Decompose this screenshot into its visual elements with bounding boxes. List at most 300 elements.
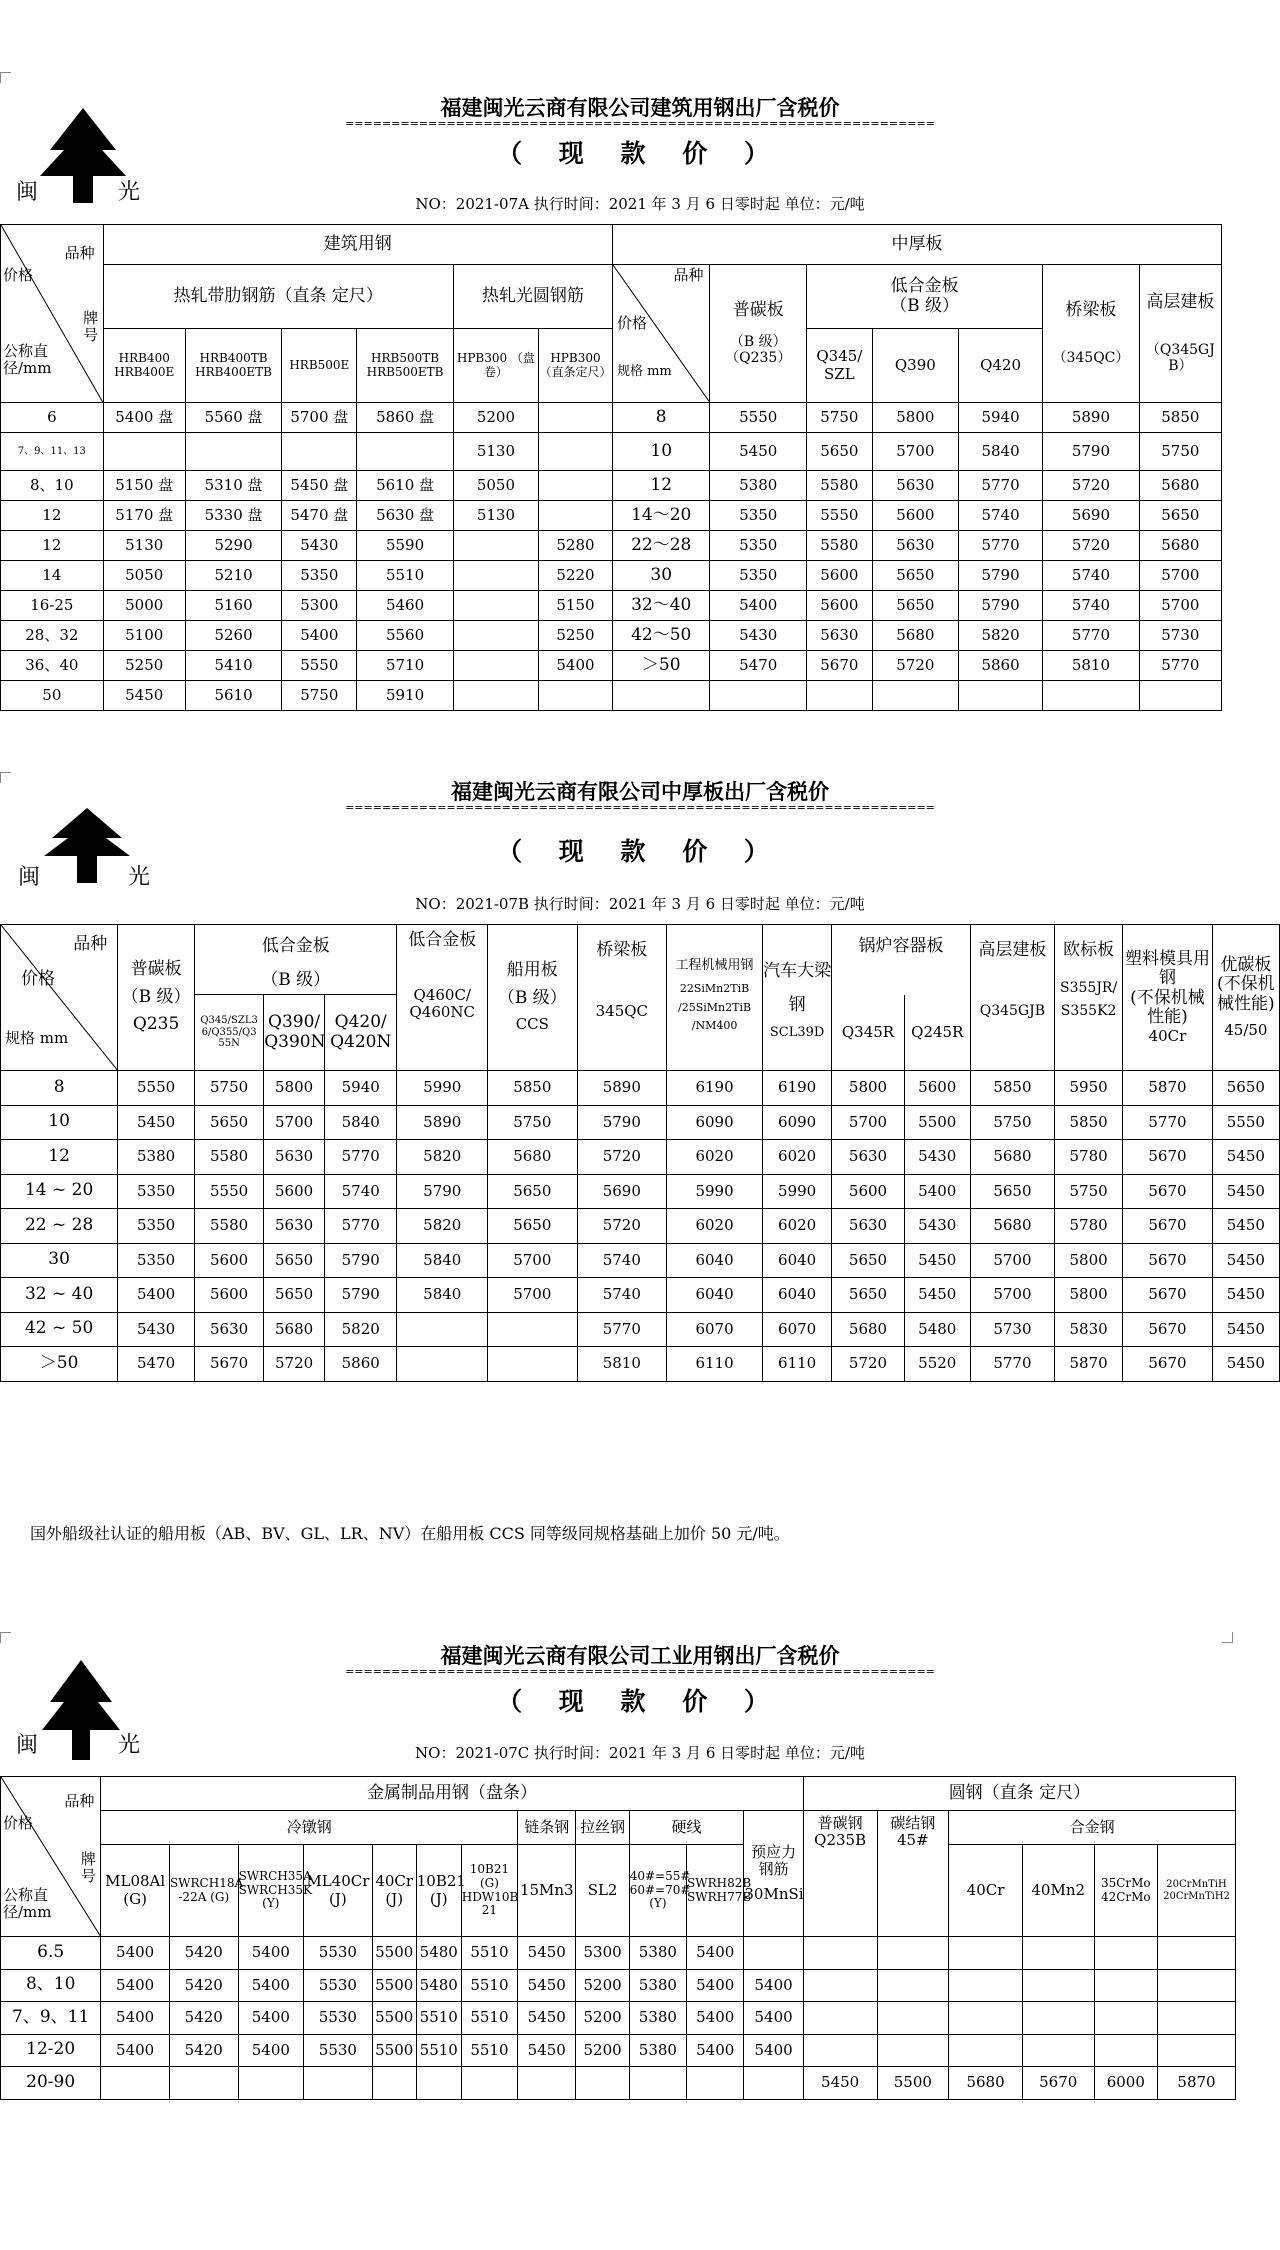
price-cell [397, 1312, 488, 1347]
price-cell: 5200 [576, 2002, 629, 2035]
price-cell: 5890 [397, 1105, 488, 1140]
prestressed-label: 预应力钢筋 [751, 1842, 797, 1878]
price-cell: 5800 [264, 1071, 325, 1106]
header-euro [1055, 925, 1123, 1071]
spec-cell: 32 ~ 40 [1, 1278, 118, 1313]
price-cell: 5450 [904, 1243, 970, 1278]
price-cell [539, 681, 613, 711]
sub-cold-heading: 冷镦钢 [101, 1811, 518, 1845]
corner-mark [0, 72, 11, 83]
price-cell: 5550 [807, 501, 873, 531]
price-cell: 5400 盘 [103, 403, 185, 433]
price-cell: 5680 [264, 1312, 325, 1347]
page-title: 福建闽光云商有限公司中厚板出厂含税价 [451, 780, 829, 804]
price-cell: 5800 [1055, 1243, 1123, 1278]
plain-sub: （B 级） [121, 986, 191, 1007]
eng-label: 工程机械用钢 [675, 958, 754, 973]
price-cell: 5650 [264, 1278, 325, 1313]
header-low-alloy [807, 265, 1043, 329]
price-cell: 5710 [357, 651, 454, 681]
diameter-cell: 16-25 [1, 591, 104, 621]
price-cell: 5450 [1212, 1312, 1279, 1347]
spec-cell: 22 ~ 28 [1, 1209, 118, 1244]
price-cell: 5770 [958, 531, 1042, 561]
price-cell: 5700 [872, 433, 958, 471]
grade-cell: 20CrMnTiH 20CrMnTiH2 [1158, 1845, 1236, 1937]
price-cell: 5450 [904, 1278, 970, 1313]
price-cell: 5050 [103, 561, 185, 591]
price-cell: 5450 [518, 2034, 576, 2067]
price-cell [1094, 1969, 1157, 2002]
price-cell: 5830 [1055, 1312, 1123, 1347]
price-cell [1158, 2002, 1236, 2035]
price-cell: 5400 [238, 1969, 304, 2002]
group-rebar: 热轧带肋钢筋（直条 定尺） [103, 265, 453, 329]
price-cell [803, 2002, 877, 2035]
grade-cell: HPB300 （盘卷） [453, 329, 538, 403]
price-cell: 5450 [118, 1105, 195, 1140]
header-auto [763, 925, 832, 1071]
price-cell: 5670 [807, 651, 873, 681]
corner-label-grade: 牌号 [83, 309, 99, 345]
price-cell: 5400 [687, 1969, 744, 2002]
price-cell: 6190 [763, 1071, 832, 1106]
price-cell: 5800 [1055, 1278, 1123, 1313]
corner-header [1, 1777, 101, 1937]
price-cell: 5400 [744, 2002, 803, 2035]
price-cell: 5630 [264, 1140, 325, 1175]
price-cell: 5470 盘 [282, 501, 357, 531]
price-cell [539, 403, 613, 433]
price-cell: 5790 [324, 1243, 396, 1278]
price-cell: 5450 [1212, 1140, 1279, 1175]
price-cell: 5150 盘 [103, 471, 185, 501]
price-cell [744, 1937, 803, 1970]
price-cell: 5420 [169, 1937, 238, 1970]
price-cell: 5750 [1139, 433, 1221, 471]
price-cell [1022, 2034, 1094, 2067]
table-row [1, 1278, 1280, 1313]
price-cell [1094, 1937, 1157, 1970]
low-alloy-label: 低合金板 [890, 275, 959, 296]
price-cell [807, 681, 873, 711]
price-cell: 5750 [970, 1105, 1054, 1140]
price-cell: 5420 [169, 2034, 238, 2067]
diameter-cell: 6.5 [1, 1937, 101, 1970]
right-corner-variety: 品种 [673, 266, 704, 284]
price-cell: 5740 [1043, 561, 1140, 591]
price-cell [576, 2067, 629, 2100]
price-cell: 5200 [576, 1969, 629, 2002]
price-cell: 5350 [710, 501, 807, 531]
price-cell: 5530 [304, 2002, 373, 2035]
low-alloy-sub: （B 级） [194, 969, 396, 995]
grade-cell: ML40Cr (J) [304, 1845, 373, 1937]
price-cell: 5850 [1055, 1105, 1123, 1140]
price-cell: 5630 [832, 1140, 904, 1175]
mold-label: 塑料模具用钢 [1124, 948, 1210, 989]
group-medium-plate: 中厚板 [612, 225, 1221, 265]
table-row [1, 621, 1222, 651]
price-cell: 5350 [710, 531, 807, 561]
price-cell: 5650 [872, 561, 958, 591]
price-cell: 5510 [357, 561, 454, 591]
header-bridge [1043, 265, 1140, 403]
price-cell: 5680 [832, 1312, 904, 1347]
price-cell: 5990 [667, 1174, 763, 1209]
table-row [1, 471, 1222, 501]
low-alloy-label: 低合金板 [261, 935, 330, 956]
price-cell: 5680 [949, 2067, 1023, 2100]
table-row [1, 1105, 1280, 1140]
price-cell: 5500 [877, 2067, 949, 2100]
corner-label-price: 价格 [21, 969, 55, 989]
table-row [1, 1969, 1236, 2002]
price-cell: 5400 [539, 651, 613, 681]
price-cell: 5150 [539, 591, 613, 621]
industrial-price-table [0, 1776, 1236, 2100]
price-cell: 5600 [264, 1174, 325, 1209]
price-cell: 5670 [194, 1347, 263, 1382]
price-cell: 6020 [763, 1209, 832, 1244]
price-cell: 5600 [194, 1243, 263, 1278]
price-cell: 5290 [185, 531, 282, 561]
price-cell: 5690 [577, 1174, 667, 1209]
price-cell [877, 1969, 949, 2002]
price-cell: 5790 [958, 591, 1042, 621]
table-row [1, 2067, 1236, 2100]
price-cell: 5300 [282, 591, 357, 621]
header-mold [1123, 925, 1213, 1071]
price-cell: 5810 [1043, 651, 1140, 681]
table-row [1, 561, 1222, 591]
rebar-price-table [0, 224, 1222, 711]
price-cell: 5250 [539, 621, 613, 651]
corner-label-variety: 品种 [64, 1792, 95, 1810]
price-cell: 6090 [667, 1105, 763, 1140]
title-underline: ================================================================ [345, 801, 935, 814]
price-cell: 5790 [324, 1278, 396, 1313]
prestressed-grade: 30MnSi [744, 1885, 804, 1904]
price-cell: 5800 [872, 403, 958, 433]
low-alloy-grade: Q390 [872, 329, 958, 403]
price-cell: 6040 [763, 1278, 832, 1313]
quality-sub: (不保机械性能) [1217, 974, 1275, 1014]
price-cell [101, 2067, 170, 2100]
price-cell: 5400 [282, 621, 357, 651]
sub-chain: 链条钢 [518, 1811, 576, 1845]
price-cell: 5380 [629, 2034, 686, 2067]
price-cell: 5500 [372, 1937, 416, 1970]
price-cell: 5510 [461, 2034, 517, 2067]
spec-cell: 42 ~ 50 [1, 1312, 118, 1347]
price-cell [488, 1312, 578, 1347]
high-sub: （Q345GJ B） [1145, 342, 1215, 375]
price-cell: 5790 [577, 1105, 667, 1140]
price-cell: 5730 [970, 1312, 1054, 1347]
spec-cell: ＞50 [1, 1347, 118, 1382]
price-cell: 5350 [118, 1174, 195, 1209]
quality-label: 优碳板 [1220, 954, 1272, 975]
price-cell: 5610 [185, 681, 282, 711]
price-cell: 5780 [1055, 1209, 1123, 1244]
ship-grade: CCS [515, 1015, 549, 1034]
logo-left-char: 闽 [16, 180, 39, 205]
price-cell: 5680 [488, 1140, 578, 1175]
right-corner-price: 价格 [616, 314, 647, 332]
price-cell: 5690 [1043, 501, 1140, 531]
diameter-cell: 12 [1, 531, 104, 561]
price-cell: 5560 盘 [185, 403, 282, 433]
price-cell: 5700 [970, 1243, 1054, 1278]
grade-cell: 10B21 (G) HDW10B 21 [461, 1845, 517, 1937]
price-cell: 5470 [710, 651, 807, 681]
grade-cell: SL2 [576, 1845, 629, 1937]
diameter-cell: 12 [1, 501, 104, 531]
price-cell [1022, 2002, 1094, 2035]
spec-cell: 12 [1, 1140, 118, 1175]
price-cell: 5790 [958, 561, 1042, 591]
high-label: 高层建板 [1146, 291, 1215, 312]
price-cell: 5450 [518, 1969, 576, 2002]
price-cell [372, 2067, 416, 2100]
page-title: 福建闽光云商有限公司建筑用钢出厂含税价 [440, 96, 840, 120]
table-row [1, 1312, 1280, 1347]
plain-label: 普碳钢 [817, 1814, 863, 1832]
price-cell: 5820 [958, 621, 1042, 651]
price-cell: 5350 [118, 1209, 195, 1244]
price-cell: 5630 [194, 1312, 263, 1347]
price-cell: 5550 [194, 1174, 263, 1209]
header-engineering [667, 925, 763, 1071]
corner-label-spec: 规格 mm [5, 1029, 69, 1047]
price-cell: 5680 [872, 621, 958, 651]
price-cell: 5100 [103, 621, 185, 651]
price-cell: 5400 [101, 2034, 170, 2067]
auto-label: 汽车大梁钢 [763, 961, 832, 1016]
grade-cell: HRB400 HRB400E [103, 329, 185, 403]
spec-cell: 14 ~ 20 [1, 1174, 118, 1209]
price-cell: 5560 [357, 621, 454, 651]
table-row [1, 591, 1222, 621]
table-row [1, 1243, 1280, 1278]
price-cell: 5740 [577, 1243, 667, 1278]
price-cell: 5050 [453, 471, 538, 501]
price-cell: 5700 [488, 1278, 578, 1313]
price-cell: 5450 [1212, 1278, 1279, 1313]
bridge-label: 桥梁板 [596, 940, 648, 960]
price-cell: 5740 [577, 1278, 667, 1313]
price-cell: 5380 [118, 1140, 195, 1175]
price-cell: 5700 [832, 1105, 904, 1140]
footnote: 国外船级社认证的船用板（AB、BV、GL、LR、NV）在船用板 CCS 同等级同规格基础上加价 50 元/吨。 [30, 1524, 790, 1543]
price-cell: 5720 [577, 1209, 667, 1244]
table-row [1, 2034, 1236, 2067]
section-b [0, 760, 1280, 1560]
price-cell: 5670 [1123, 1140, 1213, 1175]
price-cell: 5600 [194, 1278, 263, 1313]
plain-grade: Q235 [132, 1014, 180, 1035]
price-cell: 5400 [744, 2034, 803, 2067]
price-cell: 5650 [1139, 501, 1221, 531]
price-cell: 5770 [324, 1209, 396, 1244]
price-cell: 5650 [832, 1278, 904, 1313]
price-cell: 5170 盘 [103, 501, 185, 531]
table-row [1, 531, 1222, 561]
spec-cell: 30 [1, 1243, 118, 1278]
price-cell [744, 2067, 803, 2100]
subtitle: （ 现 款 价 ） [497, 139, 783, 168]
title-underline: ================================================================ [345, 117, 935, 130]
price-cell: 5380 [629, 1969, 686, 2002]
price-cell: 5500 [372, 2002, 416, 2035]
header-bridge [577, 925, 667, 1071]
price-cell: 5450 [1212, 1209, 1279, 1244]
table-row [1, 1071, 1280, 1106]
corner-label-price: 价格 [3, 266, 34, 284]
corner-label-grade: 牌号 [80, 1850, 96, 1886]
table-row [1, 433, 1222, 471]
spec-cell: 8 [612, 403, 710, 433]
price-cell: 6020 [763, 1140, 832, 1175]
price-cell: 5510 [416, 2034, 461, 2067]
carbon-label: 碳结钢 [890, 1814, 936, 1832]
spec-cell: ＞50 [612, 651, 710, 681]
price-cell [1094, 2034, 1157, 2067]
price-cell: 5650 [488, 1174, 578, 1209]
price-cell: 5450 [103, 681, 185, 711]
price-cell: 5860 [958, 651, 1042, 681]
price-cell: 5810 [577, 1347, 667, 1382]
price-cell: 5430 [118, 1312, 195, 1347]
price-cell: 5580 [807, 471, 873, 501]
sub-plain-carbon [803, 1811, 877, 1937]
price-cell: 5520 [904, 1347, 970, 1382]
price-cell: 5600 [832, 1174, 904, 1209]
price-cell: 5400 [744, 1969, 803, 2002]
price-cell: 5580 [807, 531, 873, 561]
carbon-grade: 45# [897, 1831, 929, 1850]
plain-label: 普碳板 [732, 299, 784, 320]
price-cell: 5890 [577, 1071, 667, 1106]
price-cell: 5610 盘 [357, 471, 454, 501]
price-cell: 5800 [832, 1071, 904, 1106]
logo-right-char: 光 [128, 865, 151, 890]
price-cell: 5790 [397, 1174, 488, 1209]
price-cell: 5670 [1123, 1347, 1213, 1382]
quality-grade: 45/50 [1224, 1021, 1268, 1040]
table-row [1, 2002, 1236, 2035]
low-alloy-sub: （B 级） [890, 295, 960, 316]
price-cell: 5350 [118, 1243, 195, 1278]
logo-left-char: 闽 [18, 865, 41, 890]
table-row [1, 1140, 1280, 1175]
price-cell [453, 591, 538, 621]
header-quality [1212, 925, 1279, 1071]
boiler-label: 锅炉容器板 [858, 935, 944, 956]
price-cell [453, 621, 538, 651]
price-cell: 5200 [453, 403, 538, 433]
price-cell: 5400 [904, 1174, 970, 1209]
price-cell [1022, 1969, 1094, 2002]
diameter-cell: 8、10 [1, 1969, 101, 2002]
sub-alloy: 合金钢 [949, 1811, 1236, 1845]
price-cell [1139, 681, 1221, 711]
price-cell: 5550 [118, 1071, 195, 1106]
price-cell: 5650 [194, 1105, 263, 1140]
high-grade: Q345GJB [979, 1002, 1046, 1019]
header-ship [488, 925, 578, 1071]
price-cell: 5820 [397, 1209, 488, 1244]
price-cell [1158, 2034, 1236, 2067]
price-cell: 5630 [872, 471, 958, 501]
price-cell [687, 2067, 744, 2100]
price-cell: 5430 [904, 1209, 970, 1244]
mold-sub: (不保机械性能) [1130, 987, 1205, 1028]
price-cell [949, 2002, 1023, 2035]
price-cell: 5400 [687, 2002, 744, 2035]
price-cell: 5680 [970, 1140, 1054, 1175]
header-high-rise [970, 925, 1054, 1071]
price-cell: 5840 [397, 1243, 488, 1278]
price-cell [629, 2067, 686, 2100]
title-underline: ================================================================ [345, 1665, 935, 1678]
group-construction-steel: 建筑用钢 [103, 225, 612, 265]
price-cell: 5720 [577, 1140, 667, 1175]
grade-cell: ML08Al (G) [101, 1845, 170, 1937]
header-high-rise [1139, 265, 1221, 403]
price-cell: 5550 [1212, 1105, 1279, 1140]
price-cell [539, 501, 613, 531]
price-cell: 5400 [101, 1937, 170, 1970]
price-cell: 5720 [1043, 531, 1140, 561]
bridge-label: 桥梁板 [1065, 299, 1117, 320]
price-cell: 6000 [1094, 2067, 1157, 2100]
corner-label-price: 价格 [3, 1814, 34, 1832]
mold-grade: 40Cr [1148, 1026, 1187, 1045]
price-cell: 5300 [576, 1937, 629, 1970]
table-row [1, 681, 1222, 711]
grade-cell: 40Cr (J) [372, 1845, 416, 1937]
price-cell: 5430 [710, 621, 807, 651]
low-alloy-grade: Q390/ Q390N [264, 995, 325, 1071]
price-cell: 5580 [194, 1209, 263, 1244]
price-cell: 5870 [1055, 1347, 1123, 1382]
price-cell: 5400 [710, 591, 807, 621]
price-cell: 5770 [1123, 1105, 1213, 1140]
price-cell: 5350 [710, 561, 807, 591]
price-cell: 5510 [461, 2002, 517, 2035]
price-cell [304, 2067, 373, 2100]
grade-cell: 40Cr [949, 1845, 1023, 1937]
price-cell: 5160 [185, 591, 282, 621]
price-cell: 5680 [1139, 531, 1221, 561]
price-cell [103, 433, 185, 471]
price-cell: 5210 [185, 561, 282, 591]
plain-label: 普碳板 [130, 959, 182, 980]
meta-line: NO：2021-07B 执行时间：2021 年 3 月 6 日零时起 单位：元/吨 [415, 895, 865, 913]
price-cell: 5400 [238, 2034, 304, 2067]
header-plain-plate [710, 265, 807, 403]
price-cell [949, 2034, 1023, 2067]
price-cell [238, 2067, 304, 2100]
price-cell: 5590 [357, 531, 454, 561]
price-cell: 5400 [101, 1969, 170, 2002]
price-cell: 5600 [904, 1071, 970, 1106]
price-cell: 5130 [453, 501, 538, 531]
price-cell [949, 1937, 1023, 1970]
grade-cell: SWRCH18A -22A (G) [169, 1845, 238, 1937]
